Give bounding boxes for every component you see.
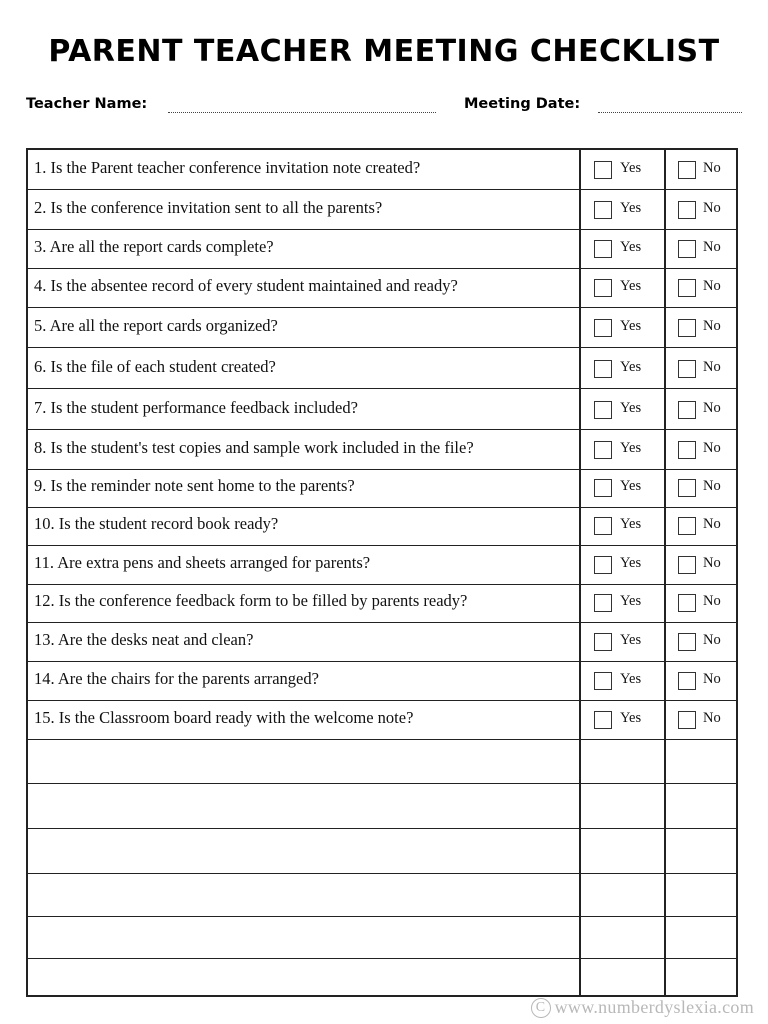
question-text: 1. Is the Parent teacher conference invitation note created? (34, 158, 421, 177)
yes-label: Yes (620, 200, 642, 216)
question-text: 4. Is the absentee record of every student maintained and ready? (34, 276, 458, 295)
no-label: No (703, 318, 721, 334)
no-label: No (703, 278, 721, 294)
question-text: 5. Are all the report cards organized? (34, 316, 278, 335)
checklist-row (28, 506, 736, 545)
yes-checkbox[interactable] (594, 633, 612, 651)
yes-label: Yes (620, 400, 642, 416)
no-label: No (703, 593, 721, 609)
checklist-row (28, 349, 736, 388)
yes-label: Yes (620, 555, 642, 571)
checklist-row (28, 468, 736, 507)
question-text: 11. Are extra pens and sheets arranged for parents? (34, 553, 371, 572)
yes-checkbox[interactable] (594, 161, 612, 179)
no-checkbox[interactable] (678, 711, 696, 729)
no-label: No (703, 200, 721, 216)
row-divider (28, 388, 736, 389)
question-text: 10. Is the student record book ready? (34, 514, 279, 533)
no-label: No (703, 555, 721, 571)
checklist-row (28, 229, 736, 268)
no-label: No (703, 440, 721, 456)
checklist-row (28, 308, 736, 347)
yes-checkbox[interactable] (594, 517, 612, 535)
yes-checkbox[interactable] (594, 594, 612, 612)
blank-row-divider (28, 873, 736, 874)
yes-checkbox[interactable] (594, 711, 612, 729)
no-label: No (703, 632, 721, 648)
no-checkbox[interactable] (678, 441, 696, 459)
no-checkbox[interactable] (678, 672, 696, 690)
checklist-row (28, 622, 736, 661)
question-text: 7. Is the student performance feedback included? (34, 398, 358, 417)
no-checkbox[interactable] (678, 161, 696, 179)
question-text: 8. Is the student's test copies and sample work included in the file? (34, 438, 474, 457)
no-label: No (703, 400, 721, 416)
blank-row-divider (28, 828, 736, 829)
question-text: 15. Is the Classroom board ready with the welcome note? (34, 708, 414, 727)
yes-label: Yes (620, 318, 642, 334)
yes-label: Yes (620, 160, 642, 176)
question-text: 13. Are the desks neat and clean? (34, 630, 254, 649)
question-text: 2. Is the conference invitation sent to all the parents? (34, 198, 383, 217)
no-checkbox[interactable] (678, 556, 696, 574)
no-label: No (703, 516, 721, 532)
yes-label: Yes (620, 710, 642, 726)
blank-row-divider (28, 958, 736, 959)
yes-checkbox[interactable] (594, 240, 612, 258)
checklist-row (28, 150, 736, 189)
no-checkbox[interactable] (678, 594, 696, 612)
blank-row-divider (28, 783, 736, 784)
yes-checkbox[interactable] (594, 201, 612, 219)
checklist-row (28, 190, 736, 229)
teacher-name-field[interactable] (168, 112, 436, 113)
no-checkbox[interactable] (678, 479, 696, 497)
no-checkbox[interactable] (678, 319, 696, 337)
yes-checkbox[interactable] (594, 360, 612, 378)
question-text: 12. Is the conference feedback form to be filled by parents ready? (34, 591, 468, 610)
checklist-table (26, 148, 738, 997)
no-checkbox[interactable] (678, 201, 696, 219)
yes-label: Yes (620, 593, 642, 609)
checklist-row (28, 700, 736, 739)
yes-label: Yes (620, 632, 642, 648)
no-label: No (703, 239, 721, 255)
no-label: No (703, 671, 721, 687)
footer-site: www.numberdyslexia.com (554, 997, 754, 1017)
yes-checkbox[interactable] (594, 441, 612, 459)
no-label: No (703, 478, 721, 494)
copyright-icon: C (531, 998, 551, 1018)
blank-row-divider (28, 916, 736, 917)
yes-label: Yes (620, 239, 642, 255)
no-checkbox[interactable] (678, 401, 696, 419)
checklist-row (28, 661, 736, 700)
yes-label: Yes (620, 671, 642, 687)
checklist-row (28, 545, 736, 584)
no-checkbox[interactable] (678, 360, 696, 378)
yes-checkbox[interactable] (594, 479, 612, 497)
checklist-row (28, 430, 736, 469)
no-label: No (703, 160, 721, 176)
yes-checkbox[interactable] (594, 672, 612, 690)
no-checkbox[interactable] (678, 240, 696, 258)
meeting-date-field[interactable] (598, 112, 742, 113)
no-label: No (703, 710, 721, 726)
checklist-row (28, 268, 736, 307)
question-text: 9. Is the reminder note sent home to the parents? (34, 476, 355, 495)
yes-checkbox[interactable] (594, 319, 612, 337)
yes-checkbox[interactable] (594, 279, 612, 297)
yes-label: Yes (620, 516, 642, 532)
yes-checkbox[interactable] (594, 556, 612, 574)
row-divider (28, 739, 736, 740)
question-text: 6. Is the file of each student created? (34, 357, 276, 376)
checklist-row (28, 390, 736, 429)
page-title: PARENT TEACHER MEETING CHECKLIST (48, 34, 720, 69)
checklist-row (28, 583, 736, 622)
no-label: No (703, 359, 721, 375)
yes-checkbox[interactable] (594, 401, 612, 419)
teacher-name-label: Teacher Name: (26, 96, 148, 112)
yes-label: Yes (620, 278, 642, 294)
footer-watermark (531, 997, 754, 1018)
no-checkbox[interactable] (678, 517, 696, 535)
yes-label: Yes (620, 478, 642, 494)
question-text: 3. Are all the report cards complete? (34, 237, 274, 256)
yes-label: Yes (620, 359, 642, 375)
row-divider (28, 347, 736, 348)
yes-label: Yes (620, 440, 642, 456)
no-checkbox[interactable] (678, 279, 696, 297)
question-text: 14. Are the chairs for the parents arranged? (34, 669, 319, 688)
meeting-date-label: Meeting Date: (464, 96, 581, 112)
no-checkbox[interactable] (678, 633, 696, 651)
